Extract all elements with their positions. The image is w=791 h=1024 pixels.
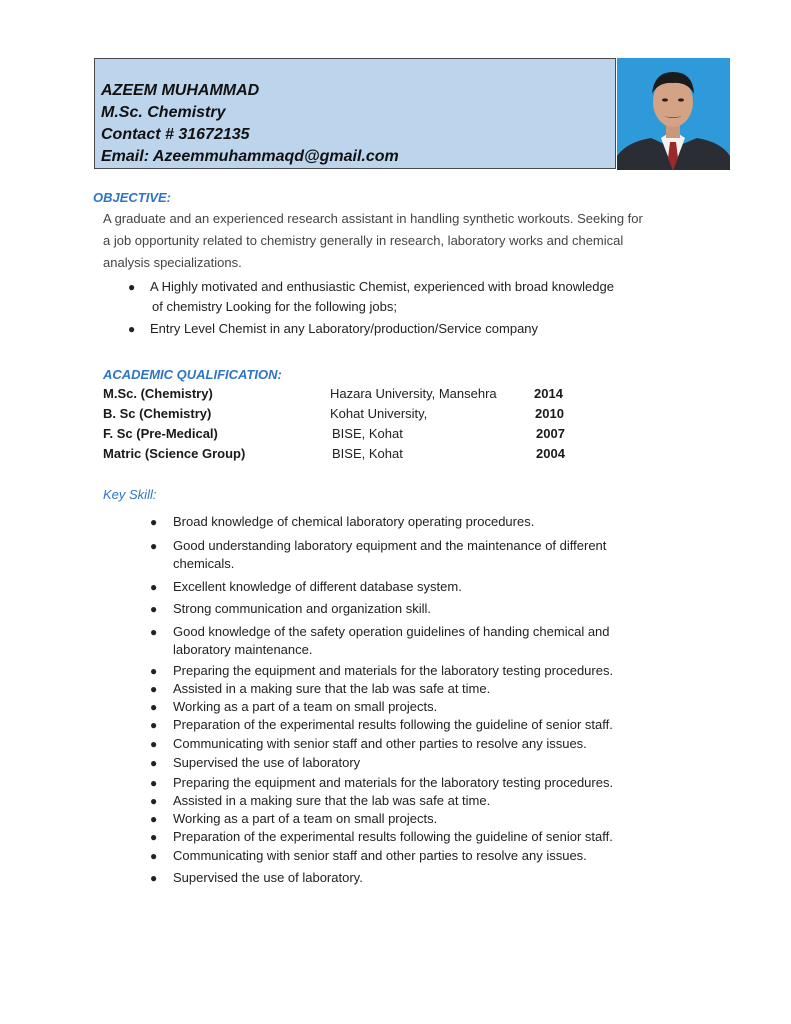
bullet-icon: ● — [150, 812, 158, 826]
list-item-text: Working as a part of a team on small projects. — [173, 811, 438, 826]
key-skill-heading: Key Skill: — [103, 487, 157, 502]
resume-header — [94, 58, 616, 169]
bullet-icon: ● — [128, 322, 136, 336]
list-item-text: Preparation of the experimental results following the guideline of senior staff. — [173, 717, 613, 732]
bullet-icon: ● — [150, 794, 158, 808]
bullet-icon: ● — [150, 580, 158, 594]
bullet-icon: ● — [128, 280, 136, 294]
contact-number: Contact # 31672135 — [101, 126, 250, 143]
table-row — [103, 386, 603, 406]
bullet-icon: ● — [150, 602, 158, 616]
list-item-text: A Highly motivated and enthusiastic Chemist, experienced with broad knowledge — [150, 279, 614, 294]
list-item-text: Assisted in a making sure that the lab was safe at time. — [173, 681, 491, 696]
list-item-text: Supervised the use of laboratory. — [173, 870, 363, 885]
institution-cell: Hazara University, Mansehra — [330, 386, 497, 401]
institution-cell: BISE, Kohat — [332, 426, 403, 441]
academic-heading: ACADEMIC QUALIFICATION: — [103, 367, 282, 382]
bullet-icon: ● — [150, 737, 158, 751]
candidate-degree: M.Sc. Chemistry — [101, 104, 226, 121]
bullet-icon: ● — [150, 625, 158, 639]
bullet-icon: ● — [150, 756, 158, 770]
candidate-name: AZEEM MUHAMMAD — [101, 82, 260, 99]
list-item-text: Supervised the use of laboratory — [173, 755, 361, 770]
email-address: Email: Azeemmuhammaqd@gmail.com — [101, 148, 399, 165]
objective-line: A graduate and an experienced research assistant in handling synthetic workouts. Seeking for — [103, 211, 643, 226]
profile-photo — [617, 58, 730, 170]
institution-cell: Kohat University, — [330, 406, 428, 421]
year-cell: 2004 — [536, 446, 565, 461]
list-item-text: Preparation of the experimental results following the guideline of senior staff. — [173, 829, 613, 844]
list-item-text: Preparing the equipment and materials for the laboratory testing procedures. — [173, 663, 614, 678]
bullet-icon: ● — [150, 849, 158, 863]
list-item-text: Entry Level Chemist in any Laboratory/production/Service company — [150, 321, 539, 336]
year-cell: 2007 — [536, 426, 565, 441]
degree-cell: F. Sc (Pre-Medical) — [103, 426, 218, 441]
list-item-text: Good knowledge of the safety operation guidelines of handing chemical and — [173, 624, 610, 639]
list-item-text: Communicating with senior staff and other parties to resolve any issues. — [173, 736, 587, 751]
list-item-text: Strong communication and organization skill. — [173, 601, 431, 616]
list-item-text: Working as a part of a team on small projects. — [173, 699, 438, 714]
list-item-text: Communicating with senior staff and other parties to resolve any issues. — [173, 848, 587, 863]
table-row — [103, 406, 603, 426]
list-item-text: Excellent knowledge of different database system. — [173, 579, 462, 594]
objective-paragraph — [103, 208, 703, 274]
bullet-icon: ● — [150, 830, 158, 844]
list-item-text: Assisted in a making sure that the lab was safe at time. — [173, 793, 491, 808]
institution-cell: BISE, Kohat — [332, 446, 403, 461]
year-cell: 2014 — [534, 386, 563, 401]
bullet-icon: ● — [150, 539, 158, 553]
list-item-text: of chemistry Looking for the following jobs; — [152, 299, 397, 314]
table-row — [103, 426, 603, 446]
objective-line: analysis specializations. — [103, 255, 242, 270]
list-item-text: Broad knowledge of chemical laboratory operating procedures. — [173, 514, 535, 529]
bullet-icon: ● — [150, 700, 158, 714]
list-item-text: laboratory maintenance. — [173, 642, 313, 657]
degree-cell: M.Sc. (Chemistry) — [103, 386, 213, 401]
bullet-icon: ● — [150, 515, 158, 529]
list-item-text: chemicals. — [173, 556, 235, 571]
degree-cell: Matric (Science Group) — [103, 446, 246, 461]
objective-heading: OBJECTIVE: — [93, 190, 172, 205]
degree-cell: B. Sc (Chemistry) — [103, 406, 212, 421]
table-row — [103, 446, 603, 466]
bullet-icon: ● — [150, 871, 158, 885]
list-item-text: Good understanding laboratory equipment and the maintenance of different — [173, 538, 607, 553]
list-item-text: Preparing the equipment and materials for the laboratory testing procedures. — [173, 775, 614, 790]
year-cell: 2010 — [535, 406, 564, 421]
bullet-icon: ● — [150, 682, 158, 696]
bullet-icon: ● — [150, 776, 158, 790]
bullet-icon: ● — [150, 664, 158, 678]
person-portrait-icon — [617, 58, 730, 170]
objective-line: a job opportunity related to chemistry generally in research, laboratory works and chemical — [103, 233, 624, 248]
bullet-icon: ● — [150, 718, 158, 732]
